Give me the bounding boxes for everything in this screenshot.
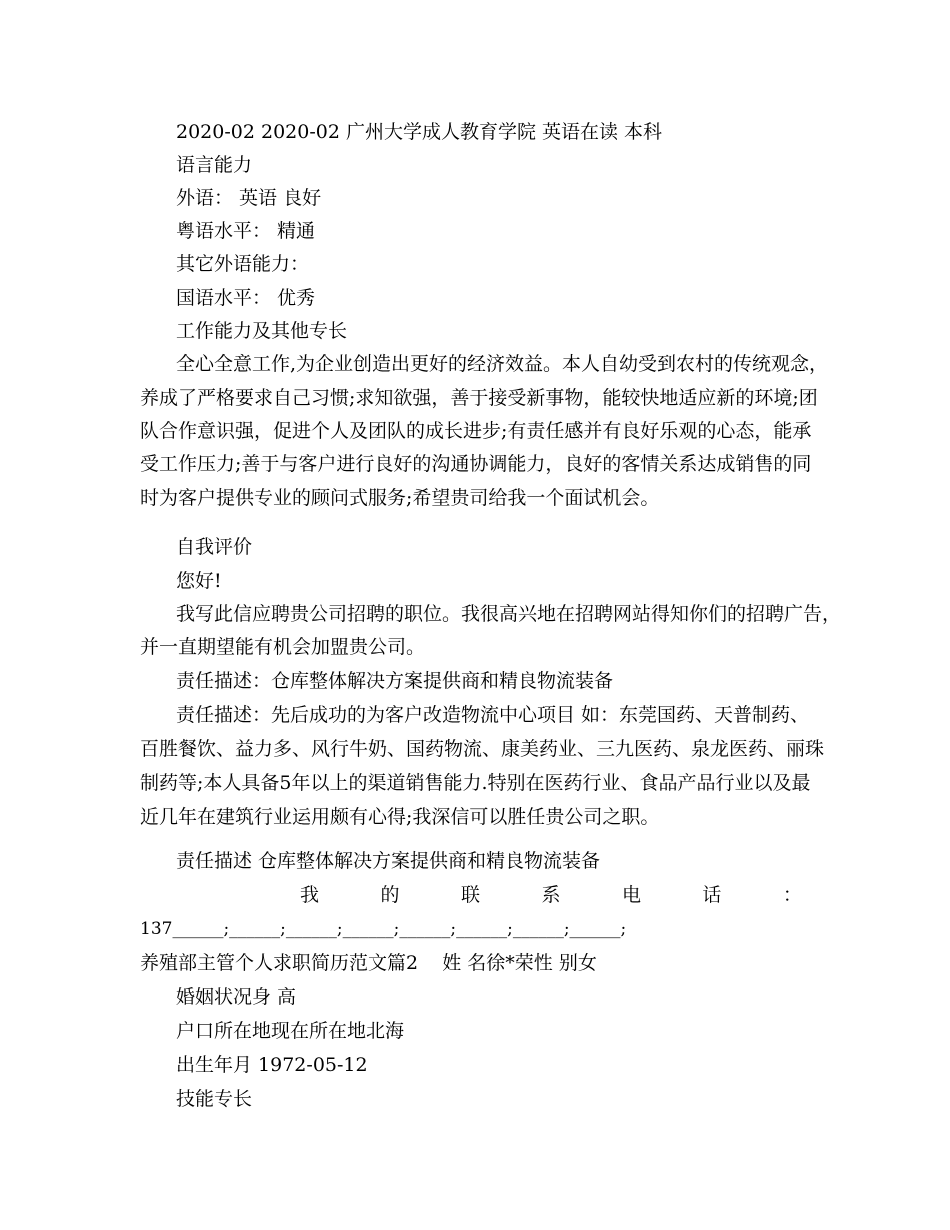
- phone-label-char: 电: [621, 884, 641, 906]
- duty-description-2-line: 百胜餐饮、益力多、风行牛奶、国药物流、康美药业、三九医药、泉龙医药、丽珠: [140, 738, 825, 760]
- greeting-line: 您好!: [176, 570, 222, 592]
- duty-description-3: 责任描述 仓库整体解决方案提供商和精良物流装备: [176, 850, 601, 872]
- foreign-language-line: 外语： 英语 良好: [176, 187, 322, 209]
- skills-paragraph-line: 队合作意识强，促进个人及团队的成长进步;有责任感并有良好乐观的心态，能承: [140, 420, 812, 442]
- cantonese-line: 粤语水平： 精通: [176, 220, 316, 242]
- marital-status-line: 婚姻状况身 高: [176, 986, 297, 1008]
- phone-label-char: 系: [541, 884, 561, 906]
- skills-paragraph-line: 全心全意工作,为企业创造出更好的经济效益。本人自幼受到农村的传统观念，: [176, 353, 829, 375]
- birth-date-line: 出生年月 1972-05-12: [176, 1054, 368, 1076]
- other-language-line: 其它外语能力：: [176, 253, 310, 275]
- phone-label-char: 我: [300, 884, 320, 906]
- duty-description-2-line: 近几年在建筑行业运用颇有心得;我深信可以胜任贵公司之职。: [140, 806, 660, 828]
- skills-heading: 工作能力及其他专长: [176, 320, 348, 342]
- language-heading: 语言能力: [176, 154, 253, 176]
- skills-paragraph-line: 受工作压力;善于与客户进行良好的沟通协调能力，良好的客情关系达成销售的同: [140, 453, 812, 475]
- duty-description-2-line: 责任描述：先后成功的为客户改造物流中心项目 如：东莞国药、天普制药、: [176, 704, 810, 726]
- phone-label-char: 话: [702, 884, 722, 906]
- skills-paragraph-line: 时为客户提供专业的顾问式服务;希望贵司给我一个面试机会。: [140, 487, 660, 509]
- phone-number: 137______;______;______;______;______;______;______;______;: [140, 919, 627, 939]
- phone-label-char: 联: [460, 884, 480, 906]
- mandarin-line: 国语水平： 优秀: [176, 287, 316, 309]
- hukou-line: 户口所在地现在所在地北海: [176, 1020, 405, 1042]
- letter-paragraph-line: 我写此信应聘贵公司招聘的职位。我很高兴地在招聘网站得知你们的招聘广告，: [176, 603, 842, 625]
- self-evaluation-heading: 自我评价: [176, 536, 253, 558]
- phone-label: [300, 878, 802, 912]
- duty-description-1: 责任描述：仓库整体解决方案提供商和精良物流装备: [176, 670, 614, 692]
- letter-paragraph-line: 并一直期望能有机会加盟贵公司。: [140, 636, 426, 658]
- phone-label-char: ：: [782, 884, 802, 906]
- education-line: 2020-02 2020-02 广州大学成人教育学院 英语在读 本科: [176, 121, 663, 143]
- duty-description-2-line: 制药等;本人具备5年以上的渠道销售能力.特别在医药行业、食品产品行业以及最: [140, 772, 811, 794]
- skills-2-heading: 技能专长: [176, 1088, 253, 1110]
- phone-label-char: 的: [380, 884, 400, 906]
- resume-2-title: 养殖部主管个人求职简历范文篇2 姓 名徐*荣性 别女: [140, 952, 597, 974]
- skills-paragraph-line: 养成了严格要求自己习惯;求知欲强，善于接受新事物，能较快地适应新的环境;团: [140, 387, 818, 409]
